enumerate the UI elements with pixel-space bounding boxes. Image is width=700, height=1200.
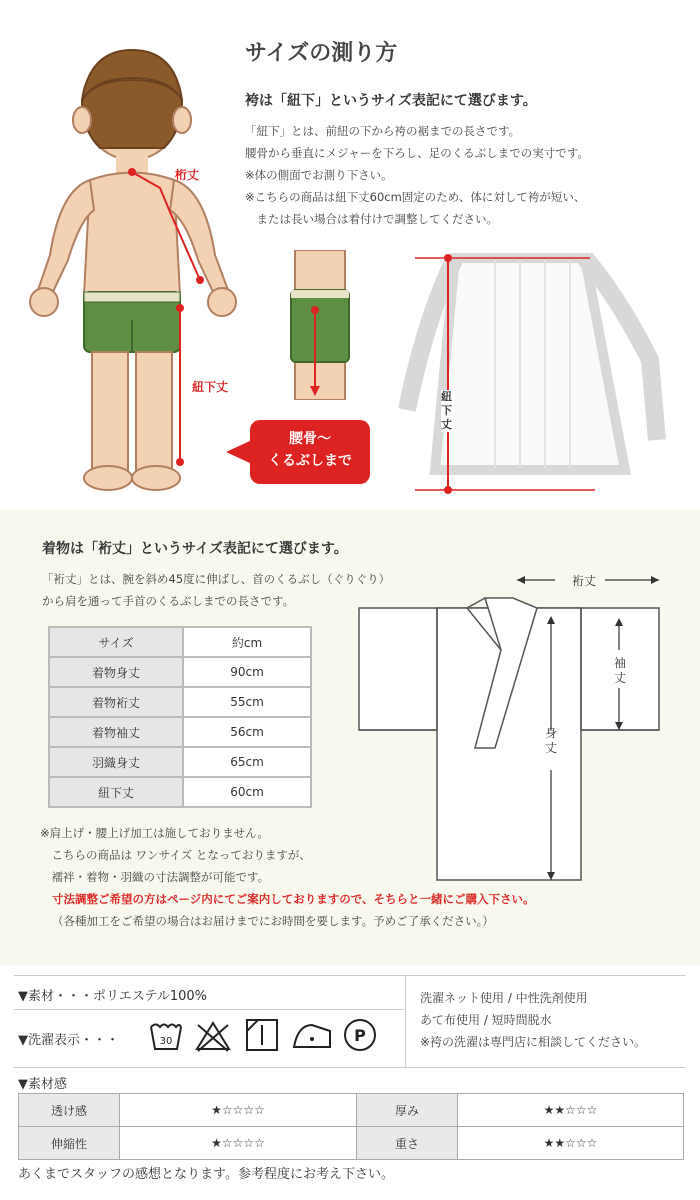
footer-note: あくまでスタッフの感想となります。参考程度にお考え下さい。: [18, 1167, 394, 1182]
divider: [14, 975, 686, 976]
no-bleach-icon: [194, 1019, 232, 1053]
table-cell: 55cm: [183, 687, 311, 717]
table-cell: ★★☆☆☆: [458, 1127, 684, 1160]
kimono-size-section: [0, 510, 700, 965]
desc-line: から肩を通って手首のくるぶしまでの長さです。: [42, 594, 295, 608]
table-cell: 56cm: [183, 717, 311, 747]
table-header-row: [49, 627, 311, 657]
drip-dry-shade-icon: [244, 1017, 280, 1053]
hakama-description: [245, 120, 695, 230]
table-cell: 羽織身丈: [49, 747, 183, 777]
wash-note: 洗濯ネット使用 / 中性洗剤使用: [420, 991, 588, 1005]
table-row: [49, 747, 311, 777]
table-cell: 着物身丈: [49, 657, 183, 687]
table-row: [19, 1094, 684, 1127]
table-row: [49, 687, 311, 717]
divider: [405, 975, 406, 1067]
desc-line: ※体の側面でお測り下さい。: [245, 168, 393, 182]
table-row: [49, 657, 311, 687]
himoshita-label: 紐下丈: [192, 380, 229, 394]
hakama-measure-section: [0, 0, 700, 510]
table-header: 約cm: [183, 627, 311, 657]
kimono-notes: [40, 822, 680, 932]
page-title: サイズの測り方: [245, 41, 398, 66]
desc-line: 腰骨から垂直にメジャーを下ろし、足のくるぶしまでの実寸です。: [245, 146, 589, 160]
material-feel-table: [18, 1093, 684, 1160]
yuki-label: 桁丈: [175, 168, 200, 182]
note-line: （各種加工をご希望の場合はお届けまでにお時間を要します。予めご了承ください。）: [52, 914, 494, 928]
hakama-illustration: [395, 240, 675, 500]
note-red: 寸法調整ご希望の方はページ内にてご案内しておりますので、そちらと一緒にご購入下さい。: [52, 892, 535, 906]
hakama-subtitle: 袴は「紐下」というサイズ表記にて選びます。: [245, 93, 537, 109]
table-row: [49, 777, 311, 807]
kimono-mi-label: 身丈: [545, 726, 558, 755]
size-table: [48, 626, 312, 808]
table-cell: 透け感: [19, 1094, 120, 1127]
callout-text: [250, 428, 370, 472]
table-cell: ★☆☆☆☆: [120, 1127, 357, 1160]
table-row: [49, 717, 311, 747]
material-care-section: [0, 965, 700, 1200]
leg-closeup-illustration: [285, 250, 355, 400]
note-line: ※肩上げ・腰上げ加工は施しておりません。: [40, 826, 269, 840]
desc-line: または長い場合は着付けで調整してください。: [245, 212, 498, 226]
kimono-subtitle: 着物は「裄丈」というサイズ表記にて選びます。: [42, 541, 348, 557]
feel-title: ▼素材感: [18, 1077, 67, 1092]
iron-low-icon: [290, 1021, 334, 1051]
dry-clean-letter: P: [354, 1026, 366, 1045]
wash-temp: 30: [159, 1036, 173, 1047]
hakama-himoshita-label: 紐下丈: [441, 390, 455, 432]
dry-clean-p-icon: [342, 1017, 378, 1053]
wash-label: ▼洗濯表示・・・: [18, 1033, 119, 1048]
table-cell: 着物袖丈: [49, 717, 183, 747]
boy-back-illustration: [20, 40, 250, 500]
desc-line: 「紐下」とは、前紐の下から袴の裾までの長さです。: [245, 124, 521, 138]
table-row: [19, 1127, 684, 1160]
table-cell: 60cm: [183, 777, 311, 807]
table-cell: 紐下丈: [49, 777, 183, 807]
wash-30-icon: [148, 1019, 184, 1053]
note-line: 襦袢・着物・羽織の寸法調整が可能です。: [40, 870, 270, 884]
table-cell: 厚み: [357, 1094, 458, 1127]
table-cell: 重さ: [357, 1127, 458, 1160]
table-cell: 90cm: [183, 657, 311, 687]
table-cell: 着物裄丈: [49, 687, 183, 717]
table-cell: ★☆☆☆☆: [120, 1094, 357, 1127]
wash-notes: [420, 987, 646, 1053]
table-cell: 伸縮性: [19, 1127, 120, 1160]
table-cell: ★★☆☆☆: [458, 1094, 684, 1127]
desc-line: 「裄丈」とは、腕を斜め45度に伸ばし、首のくるぶし（ぐりぐり）: [42, 572, 391, 586]
note-line: こちらの商品は ワンサイズ となっておりますが、: [40, 848, 311, 862]
material-text: ▼素材・・・ポリエステル100%: [18, 989, 207, 1004]
table-header: サイズ: [49, 627, 183, 657]
wash-note: ※袴の洗濯は専門店に相談してください。: [420, 1035, 647, 1049]
table-cell: 65cm: [183, 747, 311, 777]
kimono-sode-label: 袖丈: [614, 656, 627, 685]
callout-line-2: くるぶしまで: [268, 453, 352, 469]
divider: [14, 1067, 686, 1068]
callout-line-1: 腰骨～: [289, 431, 331, 447]
desc-line: ※こちらの商品は紐下丈60cm固定のため、体に対して袴が短い、: [245, 190, 586, 204]
wash-note: あて布使用 / 短時間脱水: [420, 1013, 552, 1027]
divider: [14, 1009, 404, 1010]
kimono-yuki-label: 裄丈: [572, 574, 597, 588]
